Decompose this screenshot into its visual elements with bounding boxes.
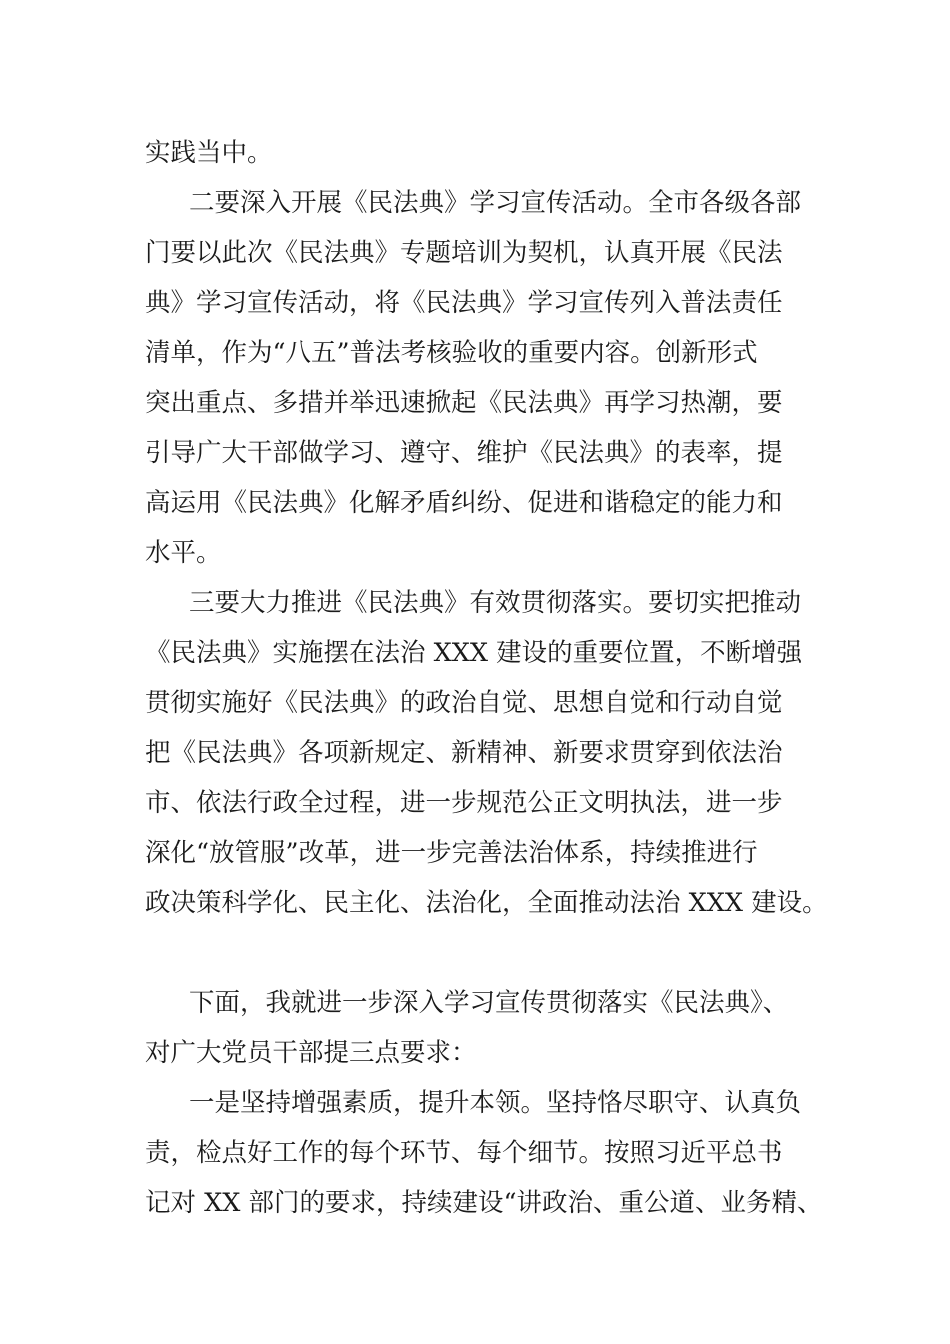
text-line: 政决策科学化、民主化、法治化，全面推动法治 XXX 建设。 bbox=[145, 888, 828, 918]
text-line: 市、依法行政全过程，进一步规范公正文明执法，进一步 bbox=[145, 788, 783, 818]
paragraph-first-line: 三要大力推进《民法典》有效贯彻落实。要切实把推动 bbox=[189, 588, 802, 618]
text-line: 高运用《民法典》化解矛盾纠纷、促进和谐稳定的能力和 bbox=[145, 488, 783, 518]
text-line: 实践当中。 bbox=[145, 138, 273, 168]
text-line: 《民法典》实施摆在法治 XXX 建设的重要位置，不断增强 bbox=[145, 638, 803, 668]
paragraph-first-line: 一是坚持增强素质，提升本领。坚持恪尽职守、认真负 bbox=[189, 1088, 802, 1118]
text-line: 对广大党员干部提三点要求： bbox=[145, 1038, 477, 1068]
text-line: 典》学习宣传活动，将《民法典》学习宣传列入普法责任 bbox=[145, 288, 783, 318]
document-body bbox=[145, 128, 828, 1228]
text-line: 引导广大干部做学习、遵守、维护《民法典》的表率，提 bbox=[145, 438, 783, 468]
text-line: 记对 XX 部门的要求，持续建设“讲政治、重公道、业务精、 bbox=[145, 1188, 823, 1218]
text-line: 把《民法典》各项新规定、新精神、新要求贯穿到依法治 bbox=[145, 738, 783, 768]
text-line: 突出重点、多措并举迅速掀起《民法典》再学习热潮，要 bbox=[145, 388, 783, 418]
text-line: 清单，作为“八五”普法考核验收的重要内容。创新形式 bbox=[145, 338, 758, 368]
paragraph-first-line: 二要深入开展《民法典》学习宣传活动。全市各级各部 bbox=[189, 188, 802, 218]
text-line: 水平。 bbox=[145, 538, 222, 568]
paragraph-first-line: 下面，我就进一步深入学习宣传贯彻落实《民法典》、 bbox=[189, 988, 789, 1018]
blank-line bbox=[145, 928, 825, 978]
text-line: 贯彻实施好《民法典》的政治自觉、思想自觉和行动自觉 bbox=[145, 688, 783, 718]
text-line: 深化“放管服”改革，进一步完善法治体系，持续推进行 bbox=[145, 838, 758, 868]
text-line: 责，检点好工作的每个环节、每个细节。按照习近平总书 bbox=[145, 1138, 783, 1168]
text-line: 门要以此次《民法典》专题培训为契机，认真开展《民法 bbox=[145, 238, 783, 268]
